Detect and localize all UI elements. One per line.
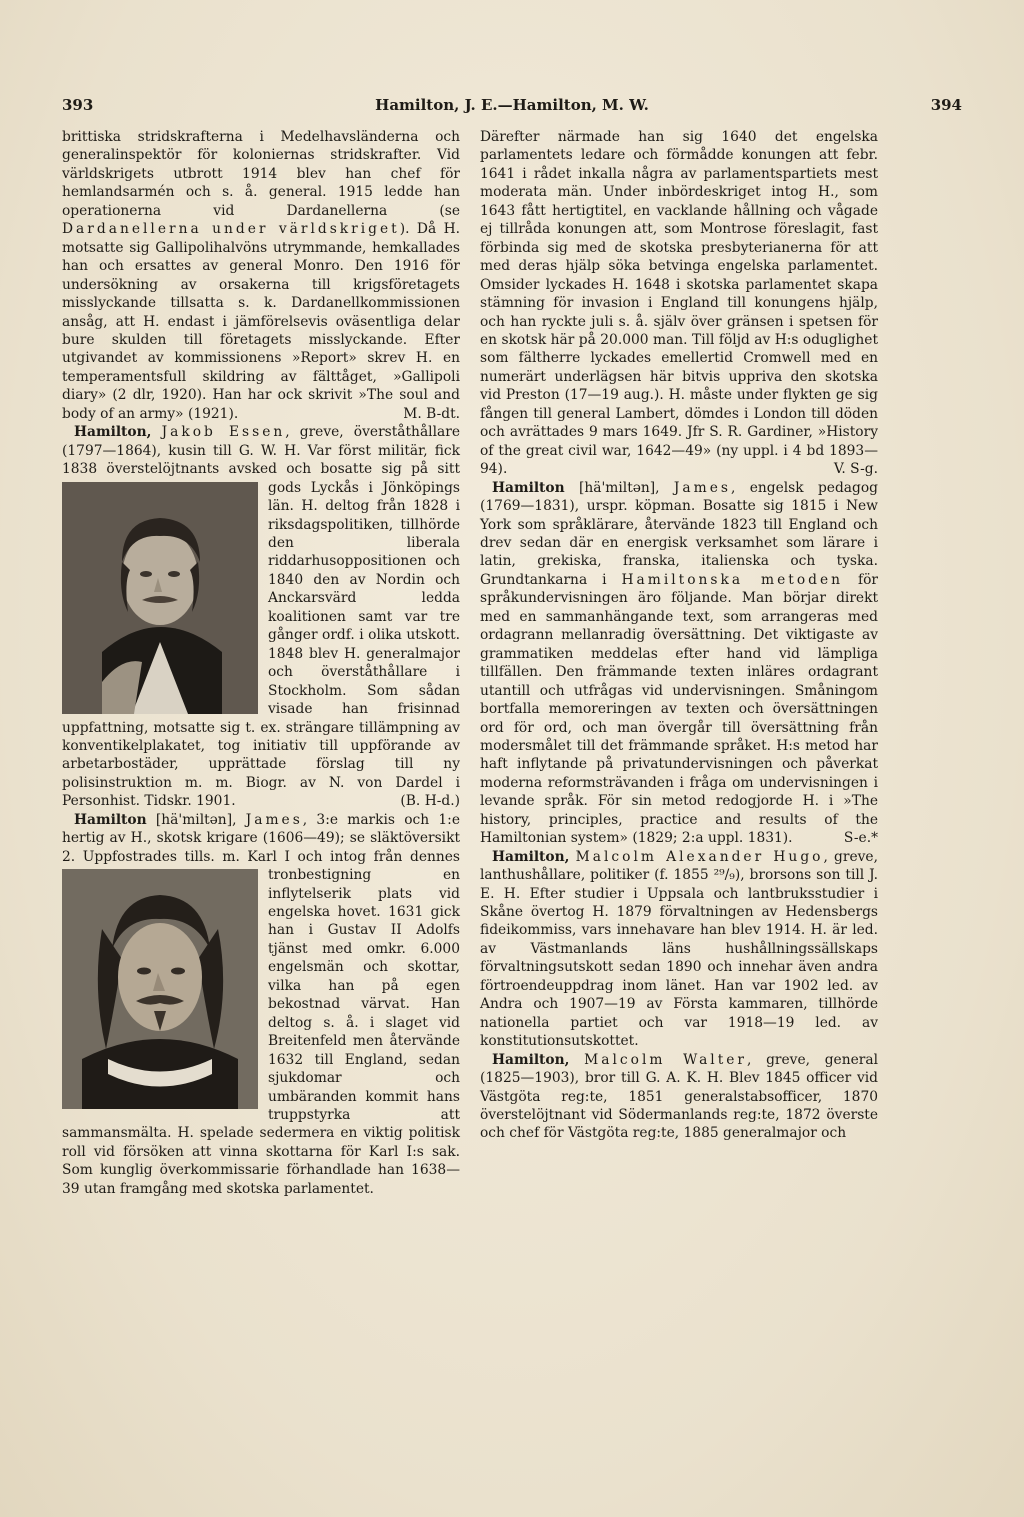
author-signature: M. B-dt.: [403, 405, 460, 422]
pronunciation: [hä'miltən],: [564, 479, 674, 496]
author-signature: (B. H-d.): [400, 793, 460, 810]
headword: Hamilton: [74, 811, 147, 828]
author-signature: S-e.*: [843, 830, 878, 847]
entry-text-rest: en inflytelserik plats vid engelska hovet. 1631 gick han i Gustav II Adolfs tjänst med omkr. 6.000 engelsmän och skottar, vilka han på egen bekostnad värvat. Han deltog s. å. i slaget vid Breitenfeld men återvände 1632 till England, sedan sjukdomar och umbäranden kommit hans truppstyrka att sammansmälta. H. spelade sedermera en viktig politisk roll vid försöken att vinna skottarna för Karl I:s sak. Som kunglig överkommissarie förhandlade han 1638—39 utan framgång med skotska parlamentet.: [62, 867, 460, 1197]
headword: Hamilton,: [492, 1051, 570, 1068]
entry-hamilton-james-pedagog: Hamilton [hä'miltən], James, engelsk pedagog (1769—1831), urspr. köpman. Bosatte sig 1815 i New York som språklärare, återvände 1823 till England och drev sedan där en energisk verksamhet som lärare i latin, grekiska, franska, italienska och tyska. Grundtankarna i Hamiltonska metoden för språkundervisningen äro följande. Man börjar direkt med en sammanhängande text, som arrangeras med ordagrann mellanradig översättning. Det viktigaste av grammatiken meddelas efter hand vid lämpliga tillfällen. Den främmande texten inläres ordagrant utantill och utfrågas vid undervisningen. Småningom bortfalla memoreringen av texten och översättningen ord för ord, och man övergår till översättning från modersmålet till det främmande språket. H:s metod har haft inflytande på privatundervisningen och påverkat moderna reformsträvanden i fråga om undervisningen i levande språk. För sin metod redogjorde H. i »The history, principles, practice and results of the Hamiltonian system» (1829; 2:a uppl. 1831). S-e.*: [480, 479, 878, 847]
portrait-james-hamilton: [62, 869, 258, 1109]
cross-reference: Dardanellerna under världskriget: [62, 221, 400, 238]
portrait-jakob-essen: [62, 482, 258, 714]
entry-name: James: [673, 479, 731, 496]
running-title: Hamilton, J. E.—Hamilton, M. W.: [375, 96, 649, 114]
entry-hamilton-malcolm-walter: Hamilton, Malcolm Walter, greve, general (1825—1903), bror till G. A. K. H. Blev 1845 officer vid Västgöta reg:te, 1851 generalstabsofficer, 1870 överstelöjtnant vid Södermanlands reg:te, 1872 överste och chef för Västgöta reg:te, 1885 generalmajor och: [480, 1051, 878, 1142]
entry-continuation: Därefter närmade han sig 1640 det engelska parlamentets ledare och förmådde konungen att febr. 1641 i rådet inkalla några av parlamentspartiets mest moderata män. Under inbördeskriget intog H., som 1643 fått hertigtitel, en vacklande hållning och vågade ej tillråda konungen att, som Montrose föreslagit, fast förbinda sig med de skotska presbyterianerna för att med deras hjälp söka betvinga engelska parlamentet. Omsider lyckades H. 1648 i skotska parlamentet skapa stämning för invasion i England till konungens hjälp, och han ryckte juli s. å. själv över gränsen i spetsen för en skotsk här på 20.000 man. Till följd av H:s oduglighet som fältherre lyckades emellertid Cromwell med en numerärt underlägsen här bitvis uppriva den skotska vid Preston (17—19 aug.). H. måste under flykten ge sig fången till general Lambert, dömdes i London till döden och avrättades 9 mars 1649. Jfr S. R. Gardiner, »History of the great civil war, 1642—49» (ny uppl. i 4 bd 1893—94). V. S-g.: [480, 129, 878, 478]
page-number-right: 394: [930, 96, 962, 114]
entry-text-start: , 3:e markis och 1:e hertig av H., skotsk krigare (1606—49); se släktöversikt 2. Uppfostrades tills. m. Karl I och intog från dennes tronbestigning: [62, 811, 460, 884]
entry-text-rest: Jönköpings län. H. deltog från 1828 i riksdagspolitiken, tillhörde den liberala riddarhusoppositionen och 1840 den av Nordin och Anckarsvärd ledda koalitionen samt var tre gånger ordf. i olika utskott. 1848 blev H. generalmajor och överståthållare i Stockholm. Som sådan visade han frisinnad uppfattning, motsatte sig t. ex. strängare tillämpning av konventikelplakatet, tog initiativ till uppförande av arbetarbostäder, upprättade förslag till ny polisinstruktion m. m. Biogr. av N. von Dardel i Personhist. Tidskr. 1901.: [62, 479, 460, 810]
left-column: [62, 128, 460, 1198]
method-name: Hamiltonska metoden: [621, 571, 844, 588]
entry-continuation: brittiska stridskrafterna i Medelhavsländerna och generalinspektör för koloniernas stridskrafter. Vid världskrigets utbrott 1914 blev han chef för hemlandsarmén och s. å. general. 1915 ledde han operationerna vid Dardanellerna (se Dardanellerna under världskriget). Då H. motsatte sig Gallipolihalvöns utrymmande, hemkallades han och ersattes av general Monro. Den 1916 för undersökning av orsakerna till krigsföretagets misslyckande tillsatta s. k. Dardanellkommissionen ansåg, att H. endast i jämförelsevis oväsentliga delar bure skulden till företagets misslyckande. Efter utgivandet av kommissionens »Report» skrev H. en temperamentsfull skildring av fälttåget, »Gallipoli diary» (2 dlr, 1920). Han har ock skrivit »The soul and body of an army» (1921). M. B-dt.: [62, 129, 460, 422]
page-number-left: 393: [62, 96, 94, 114]
entry-name: James: [245, 811, 303, 828]
entry-hamilton-malcolm-alexander-hugo: Hamilton, Malcolm Alexander Hugo, greve, lanthushållare, politiker (f. 1855 ²⁹/₉), brorsons son till J. E. H. Efter studier i Uppsala och lantbruksstudier i Skåne övertog H. 1879 förvaltningen av Hedensbergs fideikommiss, vars innehavare han blev 1914. H. är led. av Västmanlands läns hushållningssällskaps förvaltningsutskott sedan 1890 och innehar även andra förtroendeuppdrag inom länet. Han var 1902 led. av Andra och 1907—19 av Första kammaren, tillhörde nationella partiet och var 1918—19 led. av konstitutionsutskottet.: [480, 848, 878, 1050]
entry-hamilton-james-markis: [62, 811, 460, 1199]
entry-name: Jakob Essen: [161, 424, 286, 441]
author-signature: V. S-g.: [833, 461, 878, 478]
entry-hamilton-jakob-essen: [62, 423, 460, 811]
entry-name: Malcolm Alexander Hugo: [575, 848, 824, 865]
page-header: [62, 96, 962, 122]
right-column: [480, 128, 878, 1143]
entry-name: Malcolm Walter: [584, 1051, 748, 1068]
pronunciation: [hä'miltən],: [146, 811, 246, 828]
headword: Hamilton,: [74, 424, 152, 441]
headword: Hamilton: [492, 479, 565, 496]
portrait-image: [62, 869, 258, 1109]
portrait-image: [62, 482, 258, 714]
headword: Hamilton,: [492, 848, 570, 865]
entry-text-start: , greve, överståthållare (1797—1864), kusin till G. W. H. Var först militär, fick 1838 överstelöjtnants avsked och bosatte sig på sitt gods Lyckås i: [62, 424, 460, 496]
